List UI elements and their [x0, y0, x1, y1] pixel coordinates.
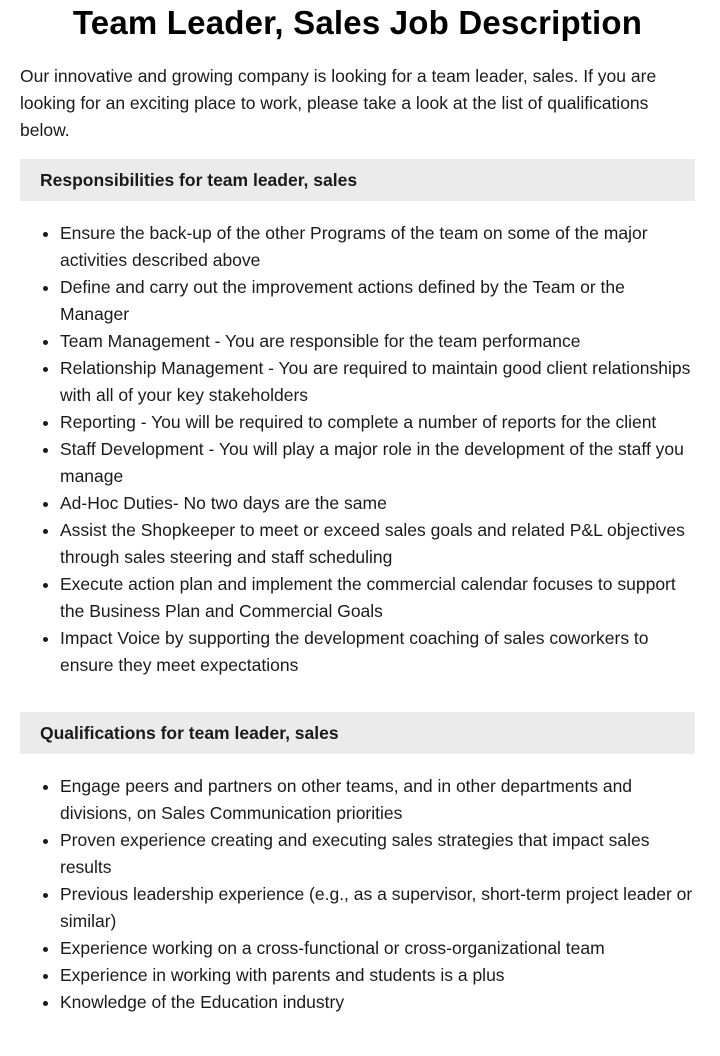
qualifications-list — [20, 773, 695, 1016]
list-item: • Reporting - You will be required to complete a number of reports for the client — [60, 409, 695, 436]
list-item: • Assist the Shopkeeper to meet or exceed sales goals and related P&L objectives through sales steering and staff scheduling — [60, 517, 695, 571]
responsibilities-list — [20, 220, 695, 679]
section-spacer — [20, 679, 695, 697]
page-title: Team Leader, Sales Job Description — [72, 4, 643, 41]
list-item: • Ad-Hoc Duties- No two days are the same — [60, 490, 695, 517]
list-item: • Experience in working with parents and students is a plus — [60, 962, 695, 989]
list-item: • Define and carry out the improvement actions defined by the Team or the Manager — [60, 274, 695, 328]
list-item: • Impact Voice by supporting the development coaching of sales coworkers to ensure they meet expectations — [60, 625, 695, 679]
qualifications-heading: Qualifications for team leader, sales — [20, 712, 695, 754]
list-item: • Relationship Management - You are required to maintain good client relationships with all of your key stakeholders — [60, 355, 695, 409]
list-item: • Proven experience creating and executing sales strategies that impact sales results — [60, 827, 695, 881]
list-item: • Engage peers and partners on other teams, and in other departments and divisions, on Sales Communication priorities — [60, 773, 695, 827]
intro-paragraph: Our innovative and growing company is looking for a team leader, sales. If you are looking for an exciting place to work, please take a look at the list of qualifications below. — [20, 66, 657, 140]
list-item: • Staff Development - You will play a major role in the development of the staff you manage — [60, 436, 695, 490]
list-item: • Team Management - You are responsible for the team performance — [60, 328, 695, 355]
responsibilities-heading: Responsibilities for team leader, sales — [20, 159, 695, 201]
list-item: • Ensure the back-up of the other Programs of the team on some of the major activities described above — [60, 220, 695, 274]
list-item: • Execute action plan and implement the commercial calendar focuses to support the Business Plan and Commercial Goals — [60, 571, 695, 625]
list-item: • Knowledge of the Education industry — [60, 989, 695, 1016]
list-item: • Experience working on a cross-functional or cross-organizational team — [60, 935, 695, 962]
list-item: • Previous leadership experience (e.g., as a supervisor, short-term project leader or similar) — [60, 881, 695, 935]
